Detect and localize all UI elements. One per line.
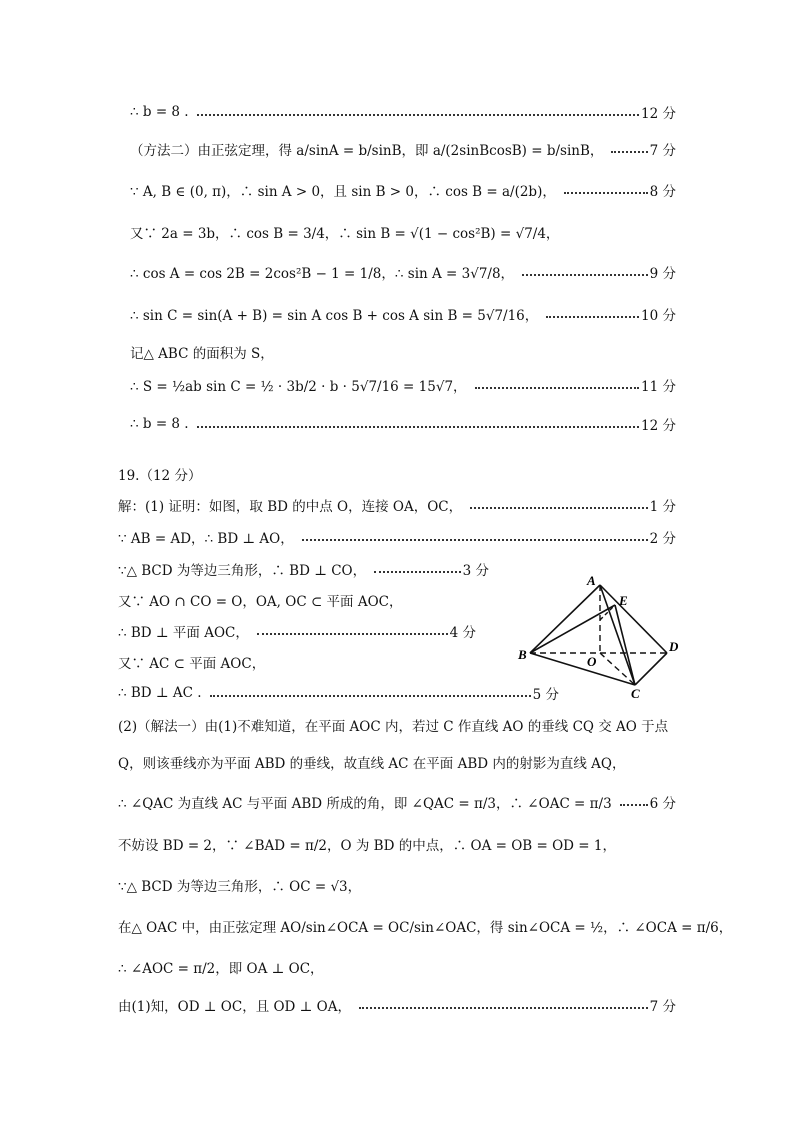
dot-leader	[546, 316, 639, 318]
line-5	[130, 260, 676, 284]
line-text: ∴ sin C = sin(A + B) = sin A cos B + cos A sin B = 5√7/16，	[130, 308, 539, 324]
line-text: 不妨设 BD = 2，∵ ∠BAD = π/2，O 为 BD 的中点，∴ OA = OB = OD = 1，	[118, 838, 616, 854]
dot-leader	[302, 539, 648, 541]
dot-leader	[359, 1007, 648, 1009]
score: 7 分	[649, 999, 676, 1015]
score: 5 分	[532, 687, 559, 703]
line-12	[118, 525, 676, 549]
line-8	[130, 373, 676, 397]
score: 12 分	[641, 106, 676, 122]
line-18	[118, 713, 676, 737]
line-text: ∴ ∠AOC = π/2，即 OA ⊥ OC，	[118, 961, 324, 977]
line-text: （方法二）由正弦定理，得 a/sinA = b/sinB，即 a/(2sinBcosB) = b/sinB，	[130, 143, 604, 159]
line-21	[118, 832, 676, 856]
score: 4 分	[449, 625, 476, 641]
line-text: 又∵ AC ⊂ 平面 AOC，	[118, 656, 266, 672]
line-text: 在△ OAC 中，由正弦定理 AO/sin∠OCA = OC/sin∠OAC，得 sin∠OCA = ½，∴ ∠OCA = π/6，	[118, 920, 733, 936]
score: 3 分	[462, 563, 489, 579]
line-text: ∴ S = ½ab sin C = ½ · 3b/2 · b · 5√7/16 = 15√7，	[130, 379, 467, 395]
score: 10 分	[641, 308, 676, 324]
line-6	[130, 302, 676, 326]
label-B: B	[518, 647, 527, 662]
line-4	[130, 220, 676, 244]
line-19	[118, 750, 676, 774]
score: 9 分	[649, 266, 676, 282]
dot-leader	[257, 633, 448, 635]
score: 8 分	[649, 184, 676, 200]
line-text: ∴ b = 8 .	[130, 104, 189, 120]
line-text: ∵△ BCD 为等边三角形，∴ BD ⊥ CO，	[118, 563, 367, 579]
line-1	[130, 100, 676, 124]
line-text: 记△ ABC 的面积为 S，	[130, 346, 274, 362]
line-text: ∴ cos A = cos 2B = 2cos²B − 1 = 1/8，∴ sin A = 3√7/8，	[130, 266, 515, 282]
line-text: 又∵ 2a = 3b，∴ cos B = 3/4，∴ sin B = √(1 − cos²B) = √7/4，	[130, 226, 560, 242]
dot-leader	[620, 804, 648, 806]
dot-leader	[564, 192, 648, 194]
dot-leader	[470, 507, 648, 509]
score: 11 分	[641, 379, 676, 395]
line-24	[118, 955, 676, 979]
dot-leader	[611, 151, 647, 153]
line-7	[130, 340, 676, 364]
line-3	[130, 178, 676, 202]
line-13	[118, 557, 489, 581]
line-text: ∵ AB = AD，∴ BD ⊥ AO，	[118, 531, 294, 547]
line-14	[118, 588, 489, 612]
line-2	[130, 137, 676, 161]
line-text: ∴ BD ⊥ AC .	[118, 685, 202, 701]
label-D: D	[669, 639, 679, 654]
dot-leader	[522, 274, 648, 276]
score: 2 分	[649, 531, 676, 547]
line-text: 解：(1) 证明：如图，取 BD 的中点 O，连接 OA，OC，	[118, 499, 463, 515]
label-O: O	[587, 654, 597, 669]
pyramid-figure	[515, 575, 685, 700]
line-text: ∵△ BCD 为等边三角形，∴ OC = √3，	[118, 879, 362, 895]
line-20	[118, 790, 676, 814]
line-17	[118, 681, 559, 705]
score: 12 分	[641, 418, 676, 434]
line-text: Q，则该垂线亦为平面 ABD 的垂线，故直线 AC 在平面 ABD 内的射影为直线 AQ，	[118, 756, 626, 772]
score: 6 分	[649, 796, 676, 812]
line-text: ∵ A, B ∈ (0, π)，∴ sin A > 0，且 sin B > 0，∴ cos B = a/(2b)，	[130, 184, 556, 200]
line-22	[118, 873, 676, 897]
dot-leader	[475, 387, 639, 389]
line-text: ∴ b = 8 .	[130, 416, 189, 432]
line-23	[118, 914, 733, 938]
line-text: (2)（解法一）由(1)不难知道，在平面 AOC 内，若过 C 作直线 AO 的垂线 CQ 交 AO 于点	[118, 719, 669, 735]
label-A: A	[587, 575, 596, 588]
dot-leader	[197, 114, 639, 116]
line-text: ∴ BD ⊥ 平面 AOC，	[118, 625, 249, 641]
label-C: C	[631, 686, 640, 700]
dot-leader	[374, 571, 461, 573]
score: 7 分	[649, 143, 676, 159]
question-heading: 19.（12 分）	[118, 468, 202, 484]
label-E: E	[619, 593, 628, 608]
line-9	[130, 412, 676, 436]
score: 1 分	[649, 499, 676, 515]
line-25	[118, 993, 676, 1017]
dot-leader	[210, 695, 531, 697]
line-text: ∴ ∠QAC 为直线 AC 与平面 ABD 所成的角，即 ∠QAC = π/3，∴ ∠OAC = π/3	[118, 796, 612, 812]
line-15	[118, 619, 476, 643]
line-text: 又∵ AO ∩ CO = O，OA, OC ⊂ 平面 AOC，	[118, 594, 403, 610]
dot-leader	[197, 426, 639, 428]
line-text: 由(1)知，OD ⊥ OC，且 OD ⊥ OA，	[118, 999, 351, 1015]
line-11	[118, 493, 676, 517]
line-16	[118, 650, 489, 674]
